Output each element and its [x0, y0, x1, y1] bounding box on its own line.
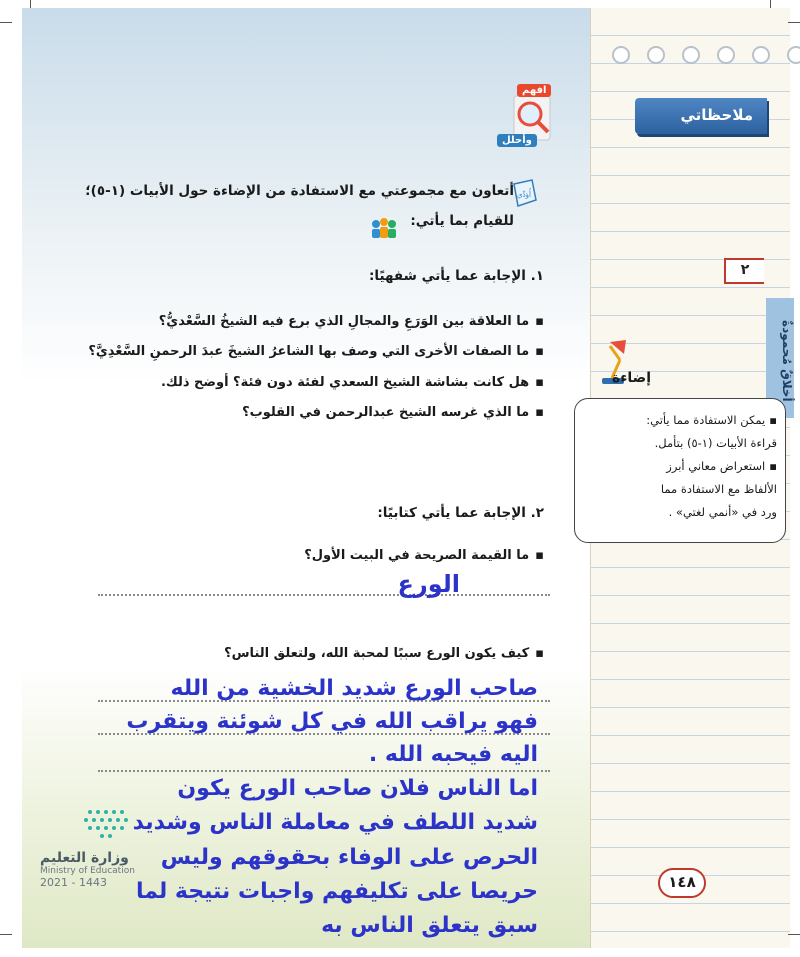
answer-2-line[interactable]: اما الناس فلان صاحب الورع يكون: [177, 776, 538, 801]
answer-2-line[interactable]: فهو يراقب الله في كل شوئنة ويتقرب: [126, 709, 538, 734]
task-icon-label: أُؤدِّي: [517, 191, 531, 199]
binder-hole: [682, 46, 700, 64]
crop-mark: [788, 934, 800, 935]
binder-hole: [647, 46, 665, 64]
idaah-line: ▪ يمكن الاستفادة مما يأتي:: [585, 409, 777, 432]
answer-2-line[interactable]: شديد اللطف في معاملة الناس وشديد: [132, 810, 538, 835]
task-instruction-line1: أتعاون مع مجموعتي مع الاستفادة من الإضاءة حول الأبيات (١-٥)؛: [85, 183, 514, 199]
crop-mark: [0, 934, 12, 935]
answer-line: [98, 594, 550, 596]
edition-year: 2021 - 1443: [40, 876, 107, 889]
badge-understand: افهم: [517, 84, 551, 97]
idaah-title: إضاءة: [612, 370, 652, 386]
badge-analyze: وأحلل: [497, 134, 537, 147]
answer-2-line[interactable]: سبق يتعلق الناس به: [321, 913, 538, 938]
crop-mark: [0, 22, 12, 23]
section1-title: ١. الإجابة عما يأتي شفهيًا:: [368, 268, 544, 284]
binder-hole: [787, 46, 800, 64]
oral-question-3: ▪ هل كانت بشاشة الشيخ السعدي لفئة دون فئة؟ أوضح ذلك.: [161, 375, 544, 390]
section2-title: ٢. الإجابة عما يأتي كتابيًا:: [377, 505, 544, 521]
answer-1-handwriting[interactable]: الورع: [397, 570, 460, 598]
task-instruction-line2: للقيام بما يأتي:: [410, 213, 514, 229]
ministry-logo: [40, 804, 160, 904]
answer-2-line[interactable]: صاحب الورع شديد الخشية من الله: [170, 676, 538, 701]
answer-line: [98, 770, 550, 772]
task-pencil-icon: [510, 178, 538, 208]
ministry-name-en: Ministry of Education: [40, 866, 135, 876]
crop-mark: [788, 22, 800, 23]
written-question-1: ▪ ما القيمة الصريحة في البيت الأول؟: [304, 548, 544, 563]
written-question-2: ▪ كيف يكون الورع سببًا لمحبة الله، ولتعلق الناس؟: [224, 646, 544, 661]
binder-holes: [612, 46, 800, 64]
idaah-line: الألفاظ مع الاستفادة مما: [660, 482, 777, 496]
answer-2-line[interactable]: حريصا على تكليفهم واجبات نتيجة لما: [135, 879, 538, 904]
oral-question-4: ▪ ما الذي غرسه الشيخ عبدالرحمن في القلوب؟: [242, 405, 544, 420]
unit-number: ٢: [724, 258, 764, 284]
ministry-name-ar: وزارة التعليم: [40, 850, 129, 866]
idaah-box: [574, 398, 786, 543]
crop-mark: [770, 0, 771, 8]
unit-title: أخلاقٌ مُحمودةٌ: [766, 298, 794, 418]
group-work-icon: [368, 216, 400, 240]
answer-2-line[interactable]: اليه فيحبه الله .: [368, 742, 538, 767]
oral-question-2: ▪ ما الصفات الأخرى التي وصف بها الشاعرُ الشيخَ عبدَ الرحمنِ السَّعْدِيَّ؟: [88, 344, 544, 359]
ministry-dots-icon: [40, 804, 160, 844]
binder-hole: [752, 46, 770, 64]
page-number: ١٤٨: [658, 868, 706, 898]
oral-question-1: ▪ ما العلاقة بين الوَرَعِ والمجالِ الذي برع فيه الشيخُ السَّعْديُّ؟: [159, 314, 544, 329]
answer-2-line[interactable]: الحرص على الوفاء بحقوقهم وليس: [160, 845, 538, 870]
notes-label: ملاحظاتي: [635, 98, 767, 134]
binder-hole: [612, 46, 630, 64]
binder-hole: [717, 46, 735, 64]
idaah-line: قراءة الأبيات (١-٥) بتأمل.: [654, 436, 777, 450]
idaah-line: ▪ استعراض معاني أبرز: [585, 455, 777, 478]
crop-mark: [30, 0, 31, 8]
idaah-line: ورد في «أنمي لغتي» .: [668, 505, 777, 519]
